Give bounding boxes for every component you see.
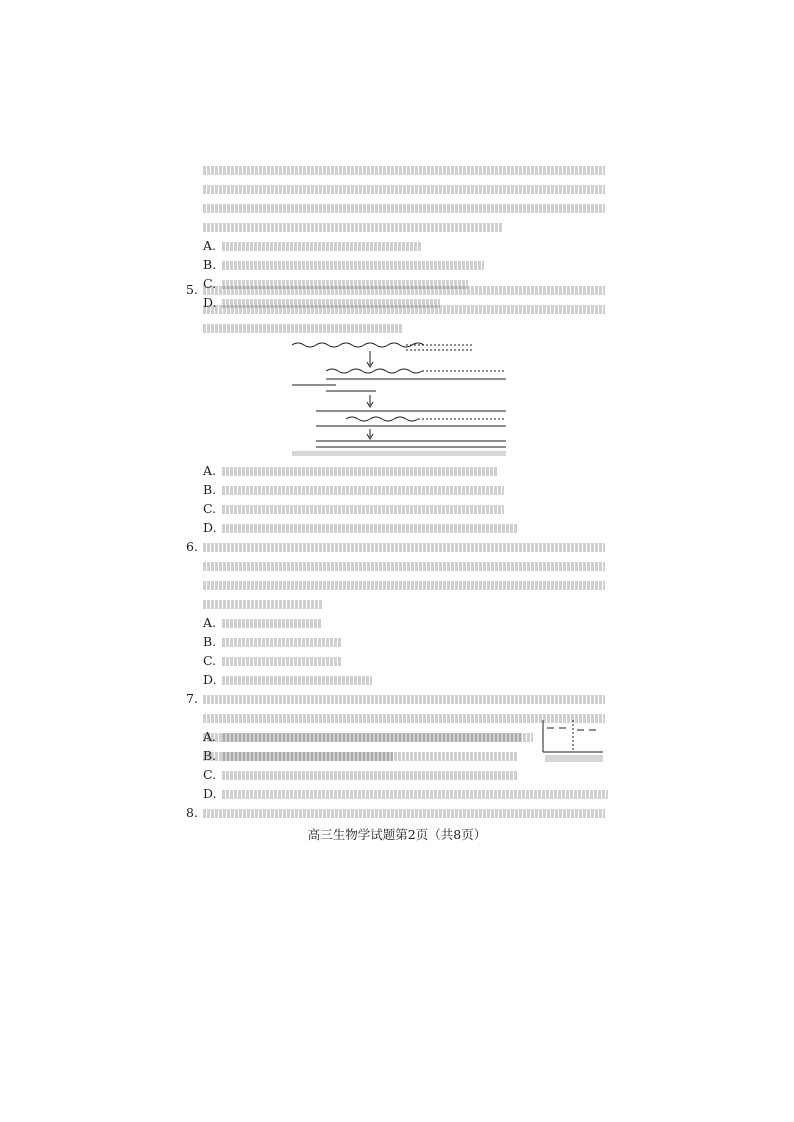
rna-strand (326, 369, 422, 373)
option-letter: D. (203, 672, 217, 687)
option-text (222, 613, 322, 633)
question-number: 7. (186, 691, 198, 706)
option-text (222, 651, 342, 671)
question-number: 6. (186, 539, 198, 554)
option-letter: D. (203, 295, 217, 310)
question-number: 5. (186, 282, 198, 297)
text-line (203, 217, 503, 237)
text-line (203, 689, 605, 709)
option-text (222, 499, 504, 519)
option-text (222, 632, 342, 652)
x-axis-labels (545, 755, 603, 762)
text-line (203, 556, 605, 576)
option-text (222, 236, 422, 256)
option-text (222, 461, 498, 481)
option-letter: B. (203, 634, 217, 649)
text-line (203, 198, 605, 218)
option-letter: B. (203, 482, 217, 497)
option-letter: A. (203, 463, 217, 478)
text-line (203, 803, 605, 823)
rna-diagram (286, 335, 512, 459)
text-line (203, 179, 605, 199)
option-letter: A. (203, 729, 217, 744)
page-footer: 高三生物学试题第2页（共8页） (307, 827, 487, 842)
option-letter: A. (203, 615, 217, 630)
option-letter: B. (203, 748, 217, 763)
rna-strand (346, 417, 418, 421)
text-line (203, 594, 323, 614)
option-text (222, 727, 522, 747)
option-letter: D. (203, 786, 217, 801)
option-letter: C. (203, 767, 217, 782)
option-text (222, 518, 518, 538)
text-line (203, 537, 605, 557)
question-number: 8. (186, 805, 198, 820)
option-text (222, 784, 608, 804)
option-text (222, 480, 504, 500)
germination-bar-chart (537, 718, 607, 764)
option-letter: A. (203, 238, 217, 253)
option-text (222, 255, 484, 275)
option-text (222, 746, 518, 766)
option-text (222, 670, 372, 690)
option-letter: C. (203, 276, 217, 291)
option-letter: B. (203, 257, 217, 272)
option-letter: C. (203, 653, 217, 668)
option-letter: D. (203, 520, 217, 535)
text-line (203, 160, 605, 180)
diagram-caption (292, 451, 506, 456)
text-line (203, 299, 605, 319)
option-text (222, 765, 518, 785)
rna-strand (292, 343, 424, 347)
text-line (203, 575, 605, 595)
option-letter: C. (203, 501, 217, 516)
text-line (203, 280, 605, 300)
